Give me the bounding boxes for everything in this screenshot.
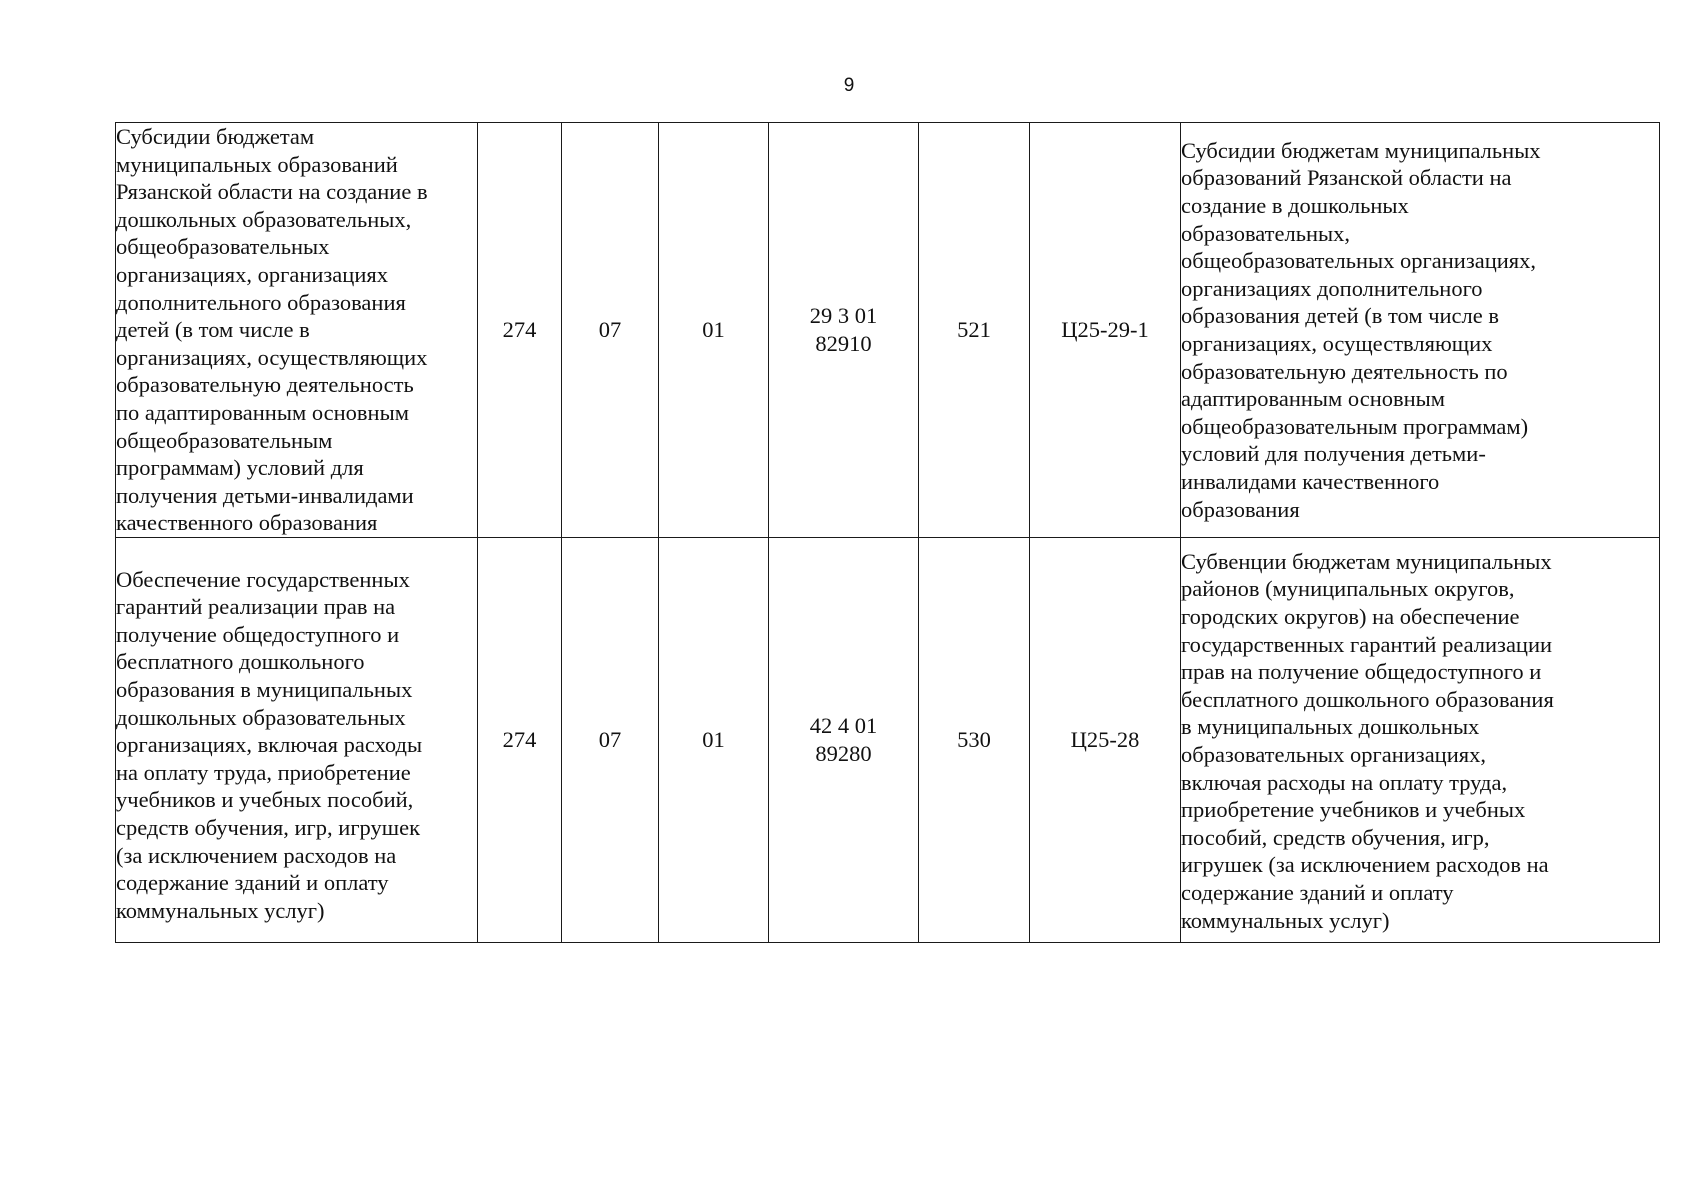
new-description-line: общеобразовательных организациях, xyxy=(1181,248,1537,274)
budget-table xyxy=(115,122,1660,943)
new-description-line: пособий, средств обучения, игр, xyxy=(1181,824,1490,850)
new-description-line: Субвенции бюджетам муниципальных xyxy=(1181,548,1552,574)
code-1-cell: 274 xyxy=(478,123,562,538)
new-description-line: организациях, осуществляющих xyxy=(1181,331,1493,356)
new-description-line: приобретение учебников и учебных xyxy=(1181,797,1526,823)
description-line: организациях, включая расходы xyxy=(116,732,423,758)
code-3-cell: 01 xyxy=(659,123,769,538)
description-line: Субсидии бюджетам xyxy=(116,124,315,150)
description-line: учебников и учебных пособий, xyxy=(116,787,414,813)
description-line: детей (в том числе в xyxy=(116,317,310,343)
table-row xyxy=(116,123,1660,538)
description-line: организациях, организациях xyxy=(116,262,388,288)
table-row xyxy=(116,538,1660,943)
target-code-cell: Ц25-28 xyxy=(1030,538,1181,943)
new-description-line: в муниципальных дошкольных xyxy=(1181,714,1480,740)
description-line: получение общедоступного и xyxy=(116,621,400,647)
csr-line: 82910 xyxy=(815,331,872,356)
description-line: дошкольных образовательных, xyxy=(116,206,412,232)
description-line: дошкольных образовательных xyxy=(116,704,406,730)
new-description-line: городских округов) на обеспечение xyxy=(1181,604,1520,630)
new-description-line: содержание зданий и оплату xyxy=(1181,879,1454,905)
new-description-line: образования xyxy=(1181,496,1300,522)
new-description-line: образовательных организациях, xyxy=(1181,742,1486,767)
code-2-cell: 07 xyxy=(562,123,659,538)
description-line: качественного образования xyxy=(116,510,378,536)
new-description-line: образовательную деятельность по xyxy=(1181,358,1508,384)
new-description-line: районов (муниципальных округов, xyxy=(1181,576,1515,602)
new-description-line: организациях дополнительного xyxy=(1181,275,1483,301)
description-line: муниципальных образований xyxy=(116,151,398,177)
description-line: бесплатного дошкольного xyxy=(116,649,365,675)
code-3-cell: 01 xyxy=(659,538,769,943)
new-description-line: включая расходы на оплату труда, xyxy=(1181,769,1508,795)
new-description-line: игрушек (за исключением расходов на xyxy=(1181,852,1549,878)
description-line: образования в муниципальных xyxy=(116,677,413,703)
description-line: Рязанской области на создание в xyxy=(116,179,428,205)
description-cell xyxy=(116,538,478,943)
new-description-line: общеобразовательным программам) xyxy=(1181,413,1529,439)
description-line: общеобразовательных xyxy=(116,234,330,260)
target-code-cell: Ц25-29-1 xyxy=(1030,123,1181,538)
description-line: на оплату труда, приобретение xyxy=(116,759,411,785)
description-line: Обеспечение государственных xyxy=(116,566,410,592)
new-description-line: коммунальных услуг) xyxy=(1181,907,1390,933)
description-line: получения детьми-инвалидами xyxy=(116,482,414,508)
new-description-cell xyxy=(1181,538,1660,943)
csr-line: 42 4 01 xyxy=(809,713,878,739)
expense-type-cell: 521 xyxy=(919,123,1030,538)
code-2-cell: 07 xyxy=(562,538,659,943)
description-line: программам) условий для xyxy=(116,455,364,481)
new-description-line: государственных гарантий реализации xyxy=(1181,631,1553,657)
new-description-cell xyxy=(1181,123,1660,538)
csr-line: 89280 xyxy=(815,741,872,766)
expense-type-cell: 530 xyxy=(919,538,1030,943)
new-description-line: Субсидии бюджетам муниципальных xyxy=(1181,137,1541,163)
new-description-line: условий для получения детьми- xyxy=(1181,441,1486,467)
description-line: образовательную деятельность xyxy=(116,372,414,398)
description-line: средств обучения, игр, игрушек xyxy=(116,814,421,840)
description-line: организациях, осуществляющих xyxy=(116,344,428,370)
new-description-line: создание в дошкольных xyxy=(1181,193,1409,219)
description-cell xyxy=(116,123,478,538)
description-line: коммунальных услуг) xyxy=(116,897,325,923)
new-description-line: образовательных, xyxy=(1181,220,1351,246)
csr-cell xyxy=(769,538,919,943)
new-description-line: адаптированным основным xyxy=(1181,386,1446,412)
new-description-line: бесплатного дошкольного образования xyxy=(1181,686,1554,712)
csr-line: 29 3 01 xyxy=(809,303,878,329)
description-line: (за исключением расходов на xyxy=(116,842,397,868)
page-number: 9 xyxy=(843,75,855,96)
description-line: гарантий реализации прав на xyxy=(116,594,396,620)
description-line: содержание зданий и оплату xyxy=(116,870,389,896)
description-line: общеобразовательным xyxy=(116,427,333,453)
new-description-line: образований Рязанской области на xyxy=(1181,165,1512,191)
description-line: по адаптированным основным xyxy=(116,399,409,425)
csr-cell xyxy=(769,123,919,538)
description-line: дополнительного образования xyxy=(116,289,406,315)
code-1-cell: 274 xyxy=(478,538,562,943)
new-description-line: прав на получение общедоступного и xyxy=(1181,659,1542,685)
new-description-line: инвалидами качественного xyxy=(1181,468,1440,494)
new-description-line: образования детей (в том числе в xyxy=(1181,303,1499,329)
